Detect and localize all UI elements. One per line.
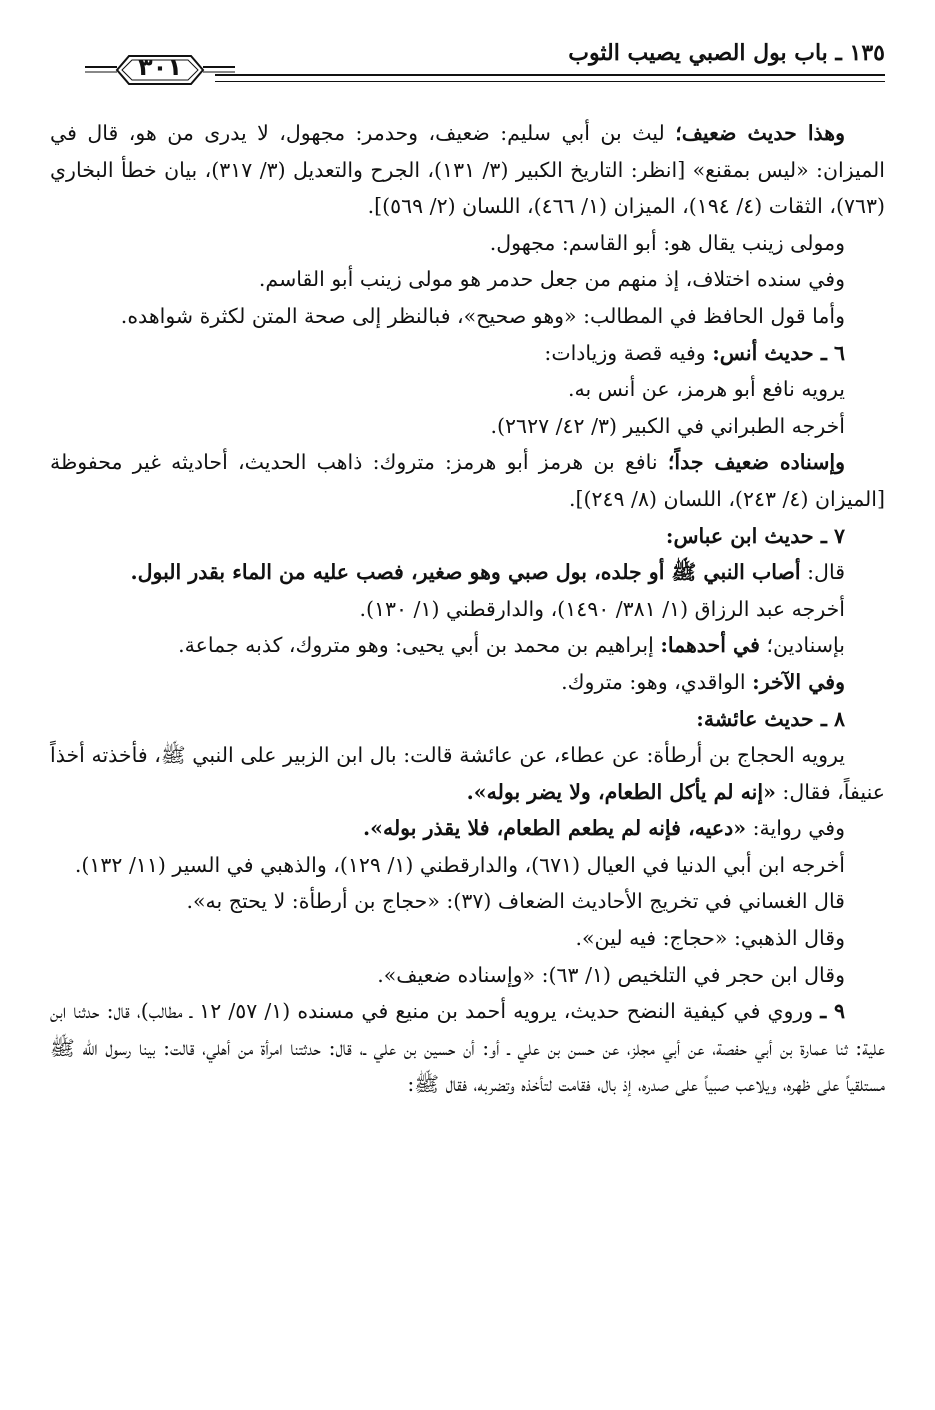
bold-text-segment: ٧ ـ حديث ابن عباس: xyxy=(665,523,845,548)
text-segment: وفي سنده اختلاف، إذ منهم من جعل حدمر هو مولى زينب أبو القاسم. xyxy=(258,267,845,292)
paragraph xyxy=(50,920,885,957)
bold-text-segment: أصاب النبي ﷺ أو جلده، بول صبي وهو صغير، فصب عليه من الماء بقدر البول. xyxy=(130,560,801,585)
paragraph xyxy=(50,518,885,555)
main-text xyxy=(50,115,885,1103)
text-segment: إبراهيم بن محمد بن أبي يحيى: وهو متروك، كذبه جماعة. xyxy=(178,633,661,658)
paragraph xyxy=(50,335,885,372)
bold-text-segment: ٦ ـ حديث أنس: xyxy=(712,340,845,365)
bold-text-segment: «دعيه، فإنه لم يطعم الطعام، فلا يقذر بوله». xyxy=(363,816,747,841)
paragraph xyxy=(50,883,885,920)
paragraph xyxy=(50,408,885,445)
page-number: ٣٠١ xyxy=(138,53,182,81)
paragraph xyxy=(50,298,885,335)
bold-text-segment: ٩ ـ xyxy=(820,999,845,1024)
header-rule xyxy=(215,74,885,82)
text-segment: أخرجه الطبراني في الكبير (٣/ ٤٢/ ٢٦٢٧). xyxy=(490,413,845,438)
text-segment: يرويه نافع أبو هرمز، عن أنس به. xyxy=(568,377,845,402)
text-segment: وقال ابن حجر في التلخيص (١/ ٦٣): «وإسناده ضعيف». xyxy=(377,962,845,987)
bold-text-segment: وهذا حديث ضعيف؛ xyxy=(675,121,846,145)
bold-text-segment: في أحدهما: xyxy=(660,633,760,658)
text-segment: وفيه قصة وزيادات: xyxy=(544,340,713,365)
paragraph xyxy=(50,810,885,847)
paragraph xyxy=(50,627,885,664)
text-segment: الواقدي، وهو: متروك. xyxy=(561,669,753,694)
text-segment: وأما قول الحافظ في المطالب: «وهو صحيح»، فبالنظر إلى صحة المتن لكثرة شواهده. xyxy=(120,303,845,328)
running-title: ١٣٥ ـ باب بول الصبي يصيب الثوب xyxy=(568,40,885,66)
text-segment: وفي رواية: xyxy=(746,816,845,841)
paragraph xyxy=(50,115,885,225)
paragraph xyxy=(50,701,885,738)
paragraph xyxy=(50,957,885,994)
page-header xyxy=(85,40,885,100)
text-segment: أخرجه ابن أبي الدنيا في العيال (٦٧١)، والدارقطني (١/ ١٢٩)، والذهبي في السير (١١/ ١٣٢). xyxy=(74,852,845,877)
text-segment: ليث بن أبي سليم: ضعيف، وحدمر: مجهول، لا يدرى من هو، قال في الميزان: «ليس بمقنع» [انظر: التاريخ الكبير (٣/ ١٣١)، الجرح والتعديل (٣/ ٣١٧)، بيان خطأ البخاري (٧٦٣)، الثقات (٤/ ١٩٤)، الميزان (١/ ٤٦٦)، اللسان (٢/ ٥٦٩)]. xyxy=(50,121,885,219)
bold-text-segment: وإسناده ضعيف جداً؛ xyxy=(667,450,845,475)
text-segment: وروي في كيفية النضح حديث، يرويه أحمد بن منيع في مسنده (١/ ٥٧/ ١٢ ـ مطالب)، قال: حدثنا ابن علية: ثنا عمارة بن أبي حفصة، عن أبي مجلز، عن حسن بن علي ـ أو: أن حسين بن علي ـ، قال: حدثتنا امرأة من أهلي، قالت: بينا رسول الله ﷺ مستلقياً على ظهره، ويلاعب صبياً على صدره، إذ بال، فقامت لتأخذه وتضربه، فقال ﷺ: xyxy=(50,999,885,1097)
text-segment: أخرجه عبد الرزاق (١/ ٣٨١/ ١٤٩٠)، والدارقطني (١/ ١٣٠). xyxy=(359,596,845,621)
paragraph xyxy=(50,371,885,408)
text-segment: قال الغساني في تخريج الأحاديث الضعاف (٣٧): «حجاج بن أرطأة: لا يحتج به». xyxy=(186,889,845,914)
paragraph xyxy=(50,847,885,884)
paragraph xyxy=(50,664,885,701)
text-segment: يرويه الحجاج بن أرطأة: عن عطاء، عن عائشة قالت: بال ابن الزبير على النبي ﷺ، فأخذته أخذاً عنيفاً، فقال: xyxy=(50,743,885,804)
paragraph xyxy=(50,225,885,262)
paragraph xyxy=(50,261,885,298)
text-segment: ومولى زينب يقال هو: أبو القاسم: مجهول. xyxy=(489,230,845,255)
bold-text-segment: وفي الآخر: xyxy=(752,669,845,694)
text-segment: قال: xyxy=(800,560,845,585)
text-segment: وقال الذهبي: «حجاج: فيه لين». xyxy=(575,926,845,951)
paragraph xyxy=(50,444,885,517)
paragraph xyxy=(50,993,885,1103)
paragraph xyxy=(50,554,885,591)
text-segment: بإسنادين؛ xyxy=(759,633,845,658)
bold-text-segment: ٨ ـ حديث عائشة: xyxy=(696,706,845,731)
bold-text-segment: «إنه لم يأكل الطعام، ولا يضر بوله». xyxy=(466,779,776,804)
paragraph xyxy=(50,591,885,628)
paragraph xyxy=(50,737,885,810)
text-segment: نافع بن هرمز أبو هرمز: متروك: ذاهب الحديث، أحاديثه غير محفوظة [الميزان (٤/ ٢٤٣)، اللسان (٨/ ٢٤٩)]. xyxy=(50,450,885,511)
page-number-ornament xyxy=(85,50,235,90)
